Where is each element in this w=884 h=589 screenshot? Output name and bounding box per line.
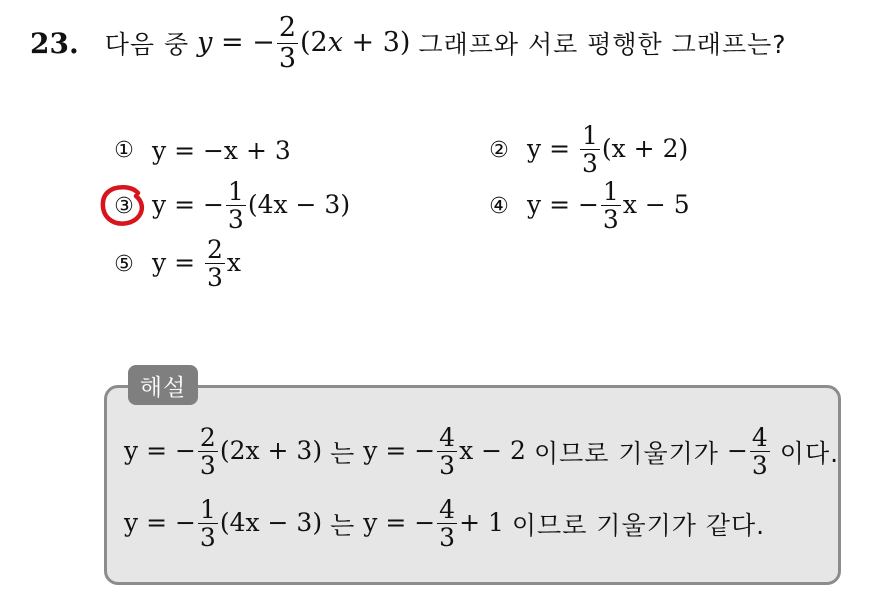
sol2-b-prefix: y = −	[363, 507, 436, 537]
solution-box	[104, 385, 841, 585]
choice-4-mark: ④	[489, 193, 509, 219]
sol1-eq-a	[124, 422, 323, 480]
sol1-c-den: 3	[751, 450, 768, 480]
question-text-before: 다음 중	[104, 29, 190, 59]
choice-3-mark: ③	[114, 193, 134, 219]
choice-4-frac-num: 1	[602, 176, 619, 206]
question-number: 23.	[30, 27, 79, 60]
choice-3-frac-num: 1	[227, 176, 244, 206]
sol1-b-prefix: y = −	[363, 435, 436, 465]
eq-frac-num: 2	[278, 12, 296, 44]
choice-2-suffix: (x + 2)	[601, 133, 689, 163]
eq-paren-rest: + 3)	[342, 27, 411, 59]
sol1-b-fraction	[437, 422, 457, 480]
question-text-after: 그래프와 서로 평행한 그래프는?	[418, 29, 787, 59]
choice-3-suffix: (4x − 3)	[247, 189, 351, 219]
sol2-b-fraction	[437, 494, 457, 552]
sol1-c-fraction	[750, 422, 770, 480]
sol1-a-num: 2	[199, 422, 216, 452]
sol1-word-because: 이므로 기울기가	[533, 439, 719, 468]
answer-circle-mark	[98, 183, 148, 229]
choice-2[interactable]	[485, 122, 688, 178]
choice-5-frac-num: 2	[206, 234, 223, 264]
choice-5-expression	[152, 234, 241, 292]
choice-5[interactable]	[110, 236, 241, 292]
sol2-a-num: 1	[199, 494, 216, 524]
sol2-a-den: 3	[199, 522, 216, 552]
choice-4[interactable]	[485, 178, 690, 234]
sol2-eq-a	[124, 494, 323, 552]
choice-1-mark: ①	[114, 137, 134, 163]
eq-frac-den: 3	[278, 42, 296, 74]
sol2-word-is: 는	[330, 511, 356, 540]
choice-5-suffix: x	[226, 247, 241, 277]
sol2-a-prefix: y = −	[124, 507, 196, 537]
sol1-word-is: 는	[330, 439, 356, 468]
sol1-a-suffix: (2x + 3)	[219, 435, 323, 465]
choice-5-fraction	[205, 234, 225, 292]
choice-3-fraction	[226, 176, 246, 234]
sol2-eq-b	[363, 494, 504, 552]
choice-3-expression	[152, 176, 351, 234]
sol2-a-suffix: (4x − 3)	[219, 507, 323, 537]
sol1-b-den: 3	[439, 450, 456, 480]
choice-2-fraction	[580, 120, 600, 178]
choice-2-frac-num: 1	[581, 120, 598, 150]
choice-5-frac-den: 3	[206, 262, 223, 292]
choice-1-expression: y = −x + 3	[152, 135, 291, 165]
sol1-b-suffix: x − 2	[459, 435, 526, 465]
solution-line-1	[124, 422, 839, 482]
choice-1[interactable]	[110, 122, 291, 178]
sol1-b-num: 4	[439, 422, 456, 452]
choice-2-expression	[527, 120, 689, 178]
eq-eq-sign: = −	[212, 27, 275, 59]
eq-x: x	[327, 27, 343, 59]
choice-2-frac-den: 3	[581, 148, 598, 178]
choice-3-prefix: y = −	[152, 189, 224, 219]
solution-line-2	[124, 494, 765, 554]
sol1-eq-b	[363, 422, 526, 480]
choice-5-prefix: y =	[152, 247, 203, 277]
choice-5-mark: ⑤	[114, 251, 134, 277]
solution-label: 해설	[128, 365, 198, 405]
sol2-b-suffix: + 1	[459, 507, 504, 537]
choice-4-suffix: x − 5	[622, 189, 690, 219]
choice-4-prefix: y = −	[527, 189, 599, 219]
choice-2-prefix: y =	[527, 133, 578, 163]
sol1-c-num: 4	[751, 422, 768, 452]
sol1-a-den: 3	[199, 450, 216, 480]
choice-3-frac-den: 3	[227, 204, 244, 234]
sol2-a-fraction	[198, 494, 218, 552]
choice-4-expression	[527, 176, 690, 234]
sol1-word-end: 이다.	[779, 439, 840, 468]
choice-4-fraction	[601, 176, 621, 234]
sol1-slope	[726, 422, 772, 480]
choice-4-frac-den: 3	[602, 204, 619, 234]
sol2-word-end: 이므로 기울기가 같다.	[511, 511, 766, 540]
sol1-c-prefix: −	[726, 435, 748, 465]
answer-circle-stroke	[103, 187, 142, 223]
sol1-a-fraction	[198, 422, 218, 480]
eq-y: y	[197, 27, 213, 59]
sol2-b-num: 4	[439, 494, 456, 524]
sol2-b-den: 3	[439, 522, 456, 552]
eq-paren-open: (2	[300, 27, 328, 59]
sol1-a-prefix: y = −	[124, 435, 196, 465]
choice-2-mark: ②	[489, 137, 509, 163]
